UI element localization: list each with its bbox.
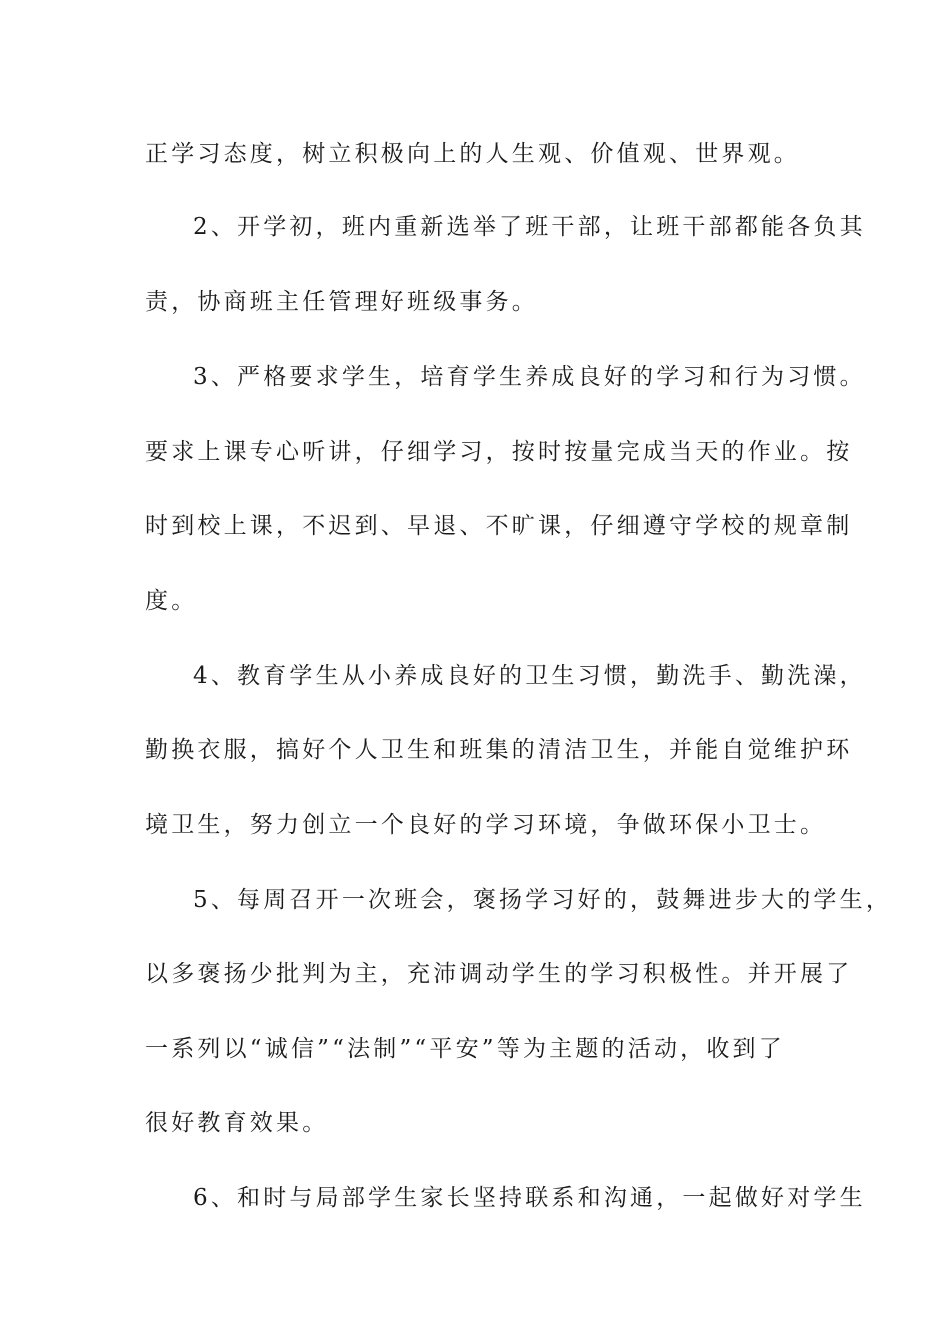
text-line: 境卫生，努力创立一个良好的学习环境，争做环保小卫士。 (145, 812, 827, 838)
text-line: 很好教育效果。 (145, 1110, 329, 1136)
text-line: 度。 (145, 588, 198, 614)
paragraph-4-line: 4、教育学生从小养成良好的卫生习惯，勤洗手、勤洗澡， (193, 663, 866, 689)
paragraph-6-line: 6、和时与局部学生家长坚持联系和沟通，一起做好对学生 (193, 1185, 866, 1211)
paragraph-3-line: 3、严格要求学生，培育学生养成良好的学习和行为习惯。 (193, 364, 866, 390)
text-line: 时到校上课，不迟到、早退、不旷课，仔细遵守学校的规章制 (145, 513, 853, 539)
text-line: 责，协商班主任管理好班级事务。 (145, 289, 538, 315)
paragraph-5-line: 5、每周召开一次班会，褒扬学习好的，鼓舞进步大的学生， (193, 887, 893, 913)
text-line: 要求上课专心听讲，仔细学习，按时按量完成当天的作业。按 (145, 439, 853, 465)
text-line: 勤换衣服，搞好个人卫生和班集的清洁卫生，并能自觉维护环 (145, 737, 853, 763)
text-line: 一系列以“诚信”“法制”“平安”等为主题的活动，收到了 (145, 1036, 785, 1062)
paragraph-2-line: 2、开学初，班内重新选举了班干部，让班干部都能各负其 (193, 214, 866, 240)
text-line: 正学习态度，树立积极向上的人生观、价值观、世界观。 (145, 141, 800, 167)
text-line: 以多褒扬少批判为主，充沛调动学生的学习积极性。并开展了 (145, 961, 853, 987)
